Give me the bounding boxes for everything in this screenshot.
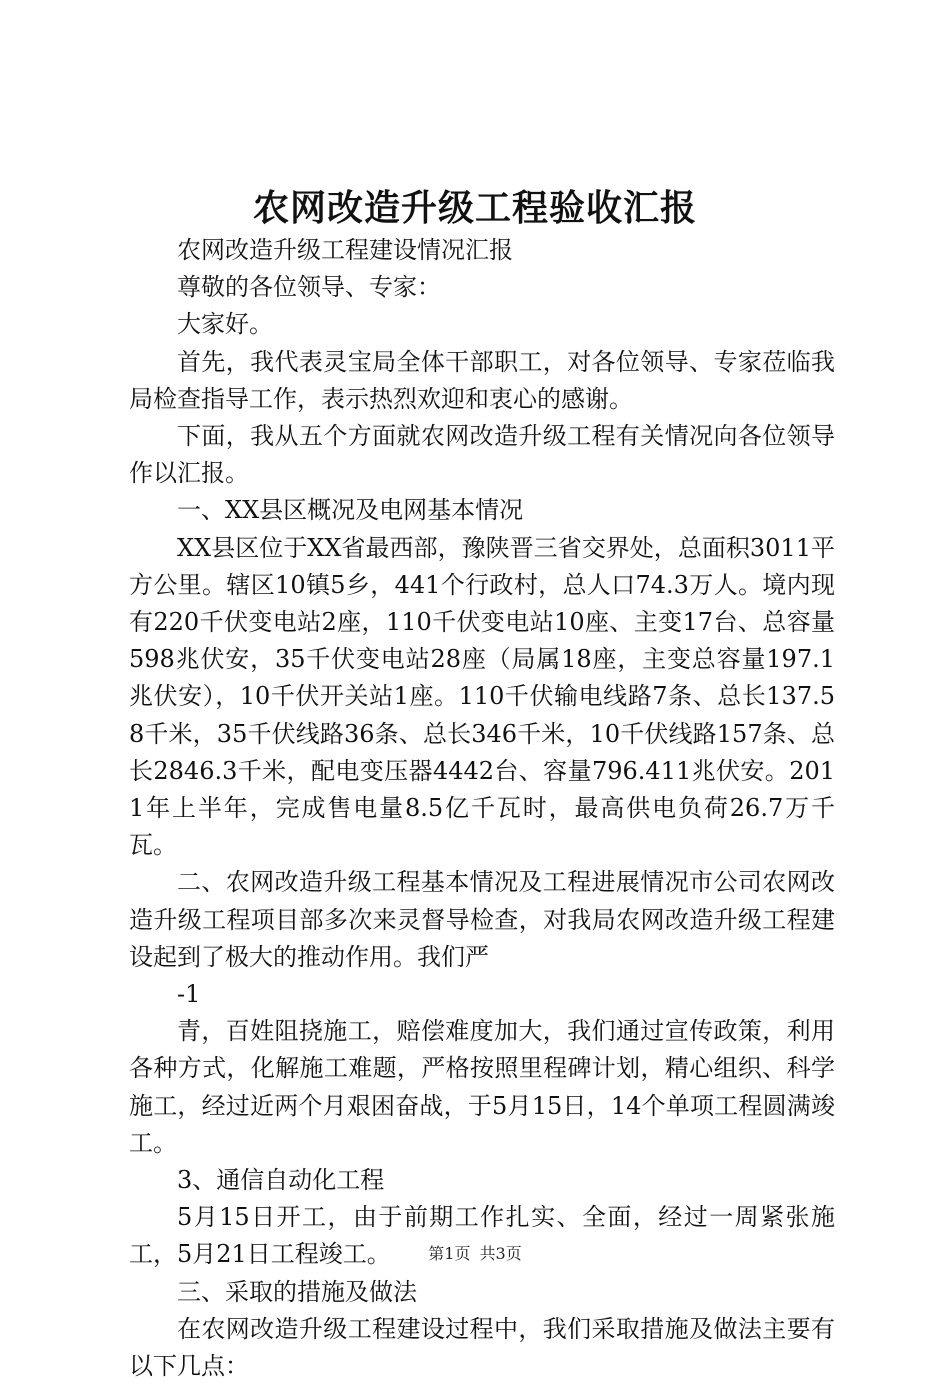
paragraph: 农网改造升级工程建设情况汇报 <box>177 236 513 264</box>
page-total: 共3页 <box>479 1244 522 1263</box>
document-body <box>129 232 835 1385</box>
paragraph: 大家好。 <box>177 310 273 339</box>
section-heading: 三、采取的措施及做法 <box>177 1277 417 1306</box>
paragraph: XX县区位于XX省最西部，豫陕晋三省交界处，总面积3011平方公里。辖区10镇5乡，441个行政村，总人口74.3万人。境内现有220千伏变电站2座，110千伏变电站10座、主变17台、总容量598兆伏安，35千伏变电站28座（局属18座，主变总容量197.1兆伏安），10千伏开关站1座。110千伏输电线路7条、总长137.58千米，35千伏线路36条、总长346千米，10千伏线路157条、总长2846.3千米，配电变压器4442台、容量796.411兆伏安。2011年上半年，完成售电量8.5亿千瓦时，最高供电负荷26.7万千瓦。 <box>129 533 835 860</box>
paragraph: 在农网改造升级工程建设过程中，我们采取措施及做法主要有以下几点： <box>129 1314 835 1381</box>
section-heading: 一、XX县区概况及电网基本情况 <box>177 496 524 525</box>
section-heading: 3、通信自动化工程 <box>177 1166 385 1195</box>
page-break-marker: -1 <box>177 980 201 1009</box>
page-number: 第1页 <box>428 1244 471 1263</box>
paragraph: 尊敬的各位领导、专家： <box>177 273 441 302</box>
page-footer <box>0 1242 950 1266</box>
paragraph: 下面，我从五个方面就农网改造升级工程有关情况向各位领导作以汇报。 <box>129 422 835 488</box>
document-title: 农网改造升级工程验收汇报 <box>252 187 697 229</box>
paragraph: 首先，我代表灵宝局全体干部职工，对各位领导、专家莅临我局检查指导工作，表示热烈欢迎和衷心的感谢。 <box>129 347 835 413</box>
paragraph: 青，百姓阻挠施工，赔偿难度加大，我们通过宣传政策，利用各种方式，化解施工难题，严格按照里程碑计划，精心组织、科学施工，经过近两个月艰困奋战，于5月15日，14个单项工程圆满竣工。 <box>129 1017 835 1157</box>
paragraph: 5月15日开工，由于前期工作扎实、全面，经过一周紧张施工，5月21日工程竣工。 <box>129 1203 835 1269</box>
section-heading: 二、农网改造升级工程基本情况及工程进展情况市公司农网改造升级工程项目部多次来灵督导检查，对我局农网改造升级工程建设起到了极大的推动作用。我们严 <box>129 868 835 971</box>
